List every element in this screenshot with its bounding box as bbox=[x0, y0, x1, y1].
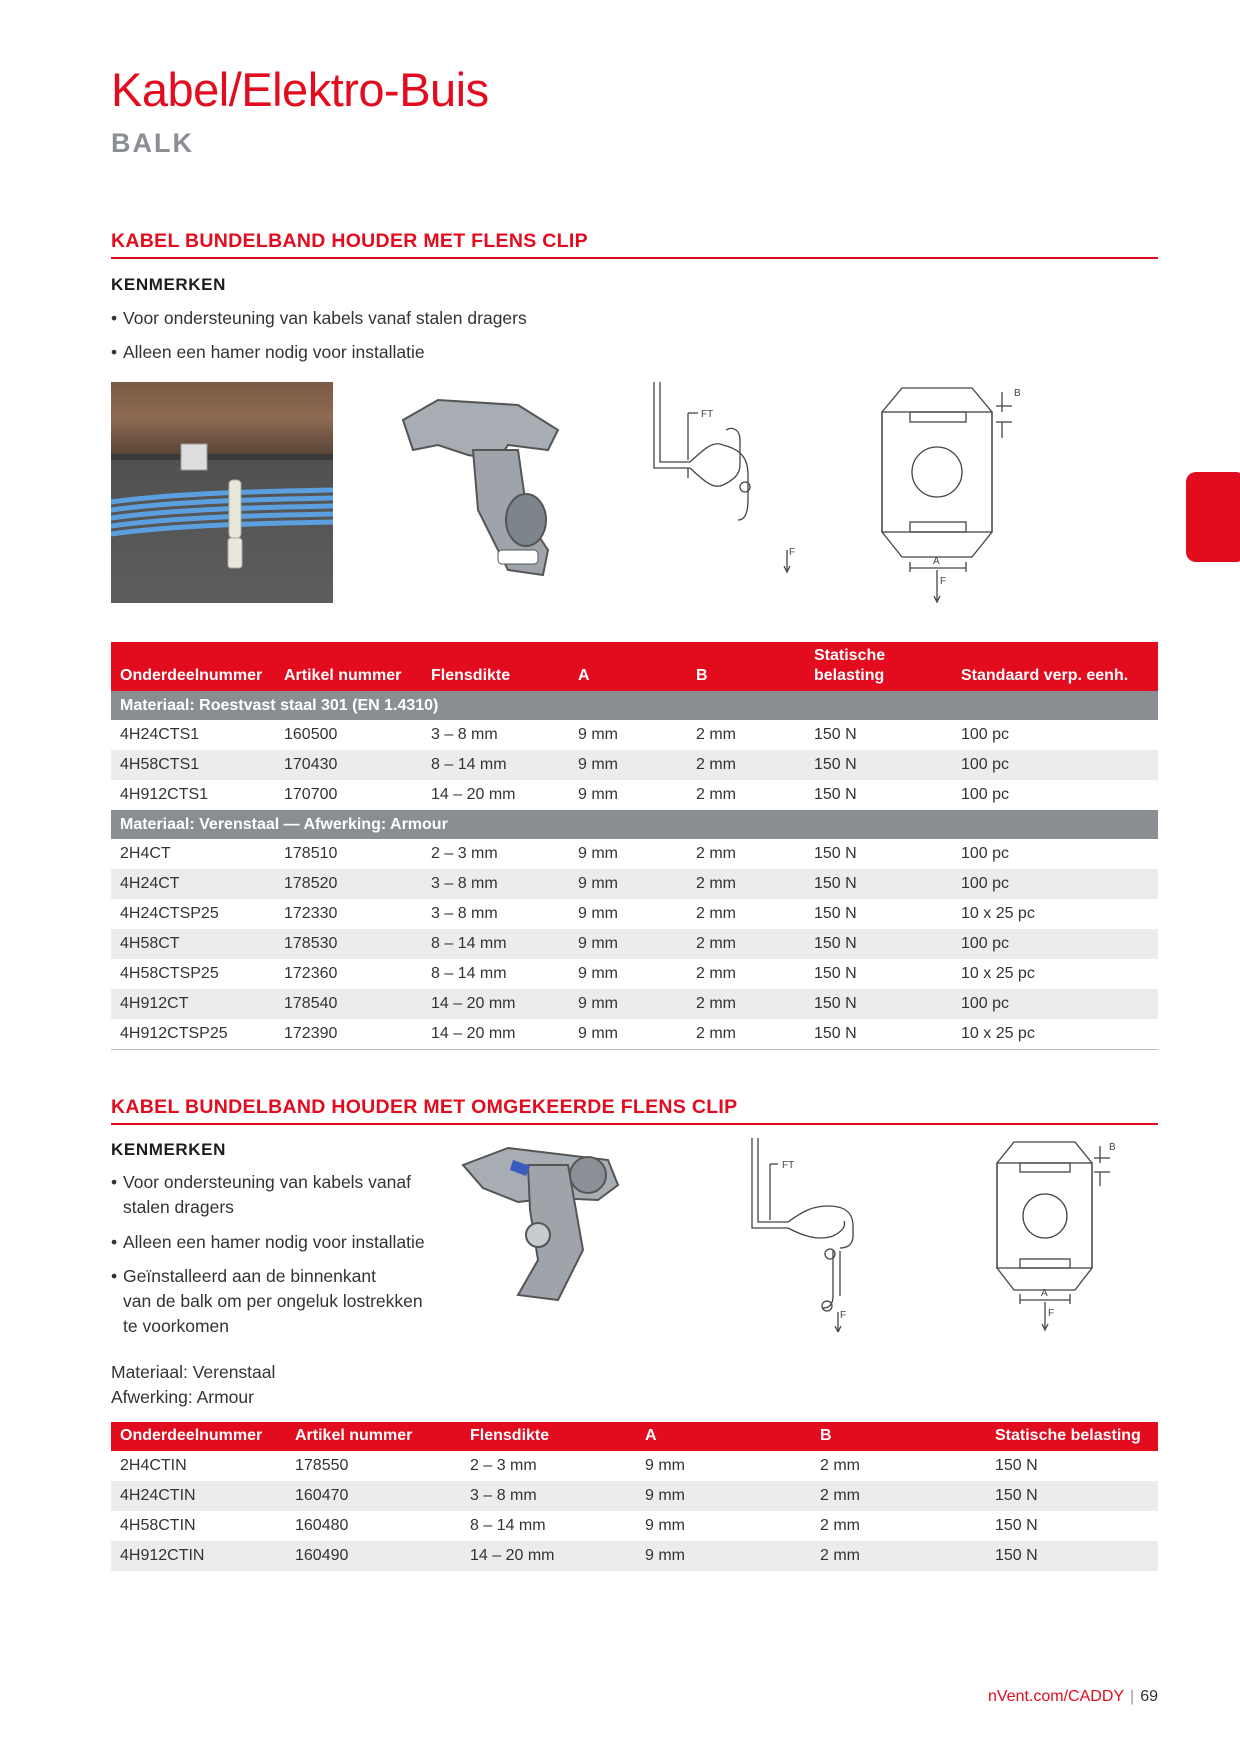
section2-material-info bbox=[111, 1360, 275, 1410]
col-header-part-number: Onderdeelnummer bbox=[111, 642, 275, 691]
table-cell: 2 mm bbox=[811, 1481, 986, 1511]
col-header-b: B bbox=[687, 642, 805, 691]
table-cell: 150 N bbox=[814, 965, 857, 982]
diagram-label-b: B bbox=[1014, 388, 1021, 399]
table-cell: 14 – 20 mm bbox=[422, 1019, 569, 1050]
table-cell: 100 pc bbox=[961, 786, 1010, 803]
table-cell: 160500 bbox=[284, 726, 338, 743]
table-cell: 2 mm bbox=[696, 845, 736, 862]
table-cell: 2 mm bbox=[687, 929, 805, 959]
table-row bbox=[111, 839, 1158, 869]
section1-spec-table bbox=[111, 642, 1158, 1050]
diagram-label-ft: FT bbox=[701, 409, 714, 420]
table-cell: 172390 bbox=[275, 1019, 422, 1050]
diagram-label-f: F bbox=[840, 1310, 847, 1321]
page-subtitle: BALK bbox=[111, 128, 194, 158]
table-cell: 3 – 8 mm bbox=[461, 1481, 636, 1511]
clip-front-diagram bbox=[872, 382, 1032, 604]
table-cell: 9 mm bbox=[578, 726, 618, 743]
table-row bbox=[111, 1481, 1158, 1511]
table-cell: 9 mm bbox=[569, 869, 687, 899]
table-cell: 100 pc bbox=[961, 845, 1010, 862]
table-cell: 150 N bbox=[814, 786, 857, 803]
table-cell: 160490 bbox=[286, 1541, 461, 1571]
table-cell: 2 mm bbox=[687, 869, 805, 899]
table-cell: 4H912CT bbox=[111, 989, 275, 1019]
table-cell: 2 mm bbox=[820, 1517, 860, 1534]
diagram-label-f2: F bbox=[1048, 1308, 1055, 1319]
table-cell: 2 mm bbox=[687, 989, 805, 1019]
table-cell: 3 – 8 mm bbox=[431, 726, 498, 743]
table-cell: 8 – 14 mm bbox=[470, 1517, 546, 1534]
page-title: Kabel/Elektro-Buis bbox=[111, 63, 489, 116]
table-cell: 9 mm bbox=[645, 1457, 685, 1474]
table-cell: 150 N bbox=[805, 869, 952, 899]
table-cell: 8 – 14 mm bbox=[422, 929, 569, 959]
table-cell: 4H58CTSP25 bbox=[120, 965, 219, 982]
table-cell: 2 – 3 mm bbox=[470, 1457, 537, 1474]
material-line: Materiaal: Verenstaal bbox=[111, 1362, 276, 1382]
page-number: 69 bbox=[1140, 1688, 1158, 1705]
section2-bullet-1: • Voor ondersteuning van kabels vanaf stalen dragers bbox=[111, 1172, 411, 1217]
table-cell: 170700 bbox=[284, 786, 338, 803]
table-row bbox=[111, 1451, 1158, 1481]
section2-spec-table bbox=[111, 1422, 1158, 1571]
section1-bullet-2: • Alleen een hamer nodig voor installatie bbox=[111, 342, 425, 362]
table-cell: 9 mm bbox=[636, 1481, 811, 1511]
table-cell: 10 x 25 pc bbox=[961, 905, 1035, 922]
table-cell: 172330 bbox=[284, 905, 338, 922]
table-cell: 170430 bbox=[275, 750, 422, 780]
col-header-article-number: Artikel nummer bbox=[286, 1422, 461, 1451]
table-cell: 150 N bbox=[814, 726, 857, 743]
col-header-a: A bbox=[636, 1422, 811, 1451]
table-cell: 150 N bbox=[805, 989, 952, 1019]
table-cell: 2 mm bbox=[687, 1019, 805, 1050]
table-cell: 160470 bbox=[286, 1481, 461, 1511]
bullet-text: Alleen een hamer nodig voor installatie bbox=[123, 342, 425, 362]
table-cell: 4H912CTIN bbox=[111, 1541, 286, 1571]
table-cell: 9 mm bbox=[569, 929, 687, 959]
table-cell: 100 pc bbox=[961, 726, 1010, 743]
table-cell: 150 N bbox=[995, 1517, 1038, 1534]
col-header-flange-thickness: Flensdikte bbox=[422, 642, 569, 691]
section-tab-marker bbox=[1186, 472, 1240, 562]
table-cell: 9 mm bbox=[569, 989, 687, 1019]
table-cell: 4H912CTSP25 bbox=[111, 1019, 275, 1050]
table-cell: 2 mm bbox=[696, 905, 736, 922]
table-cell: 150 N bbox=[986, 1481, 1158, 1511]
table-header-row bbox=[111, 642, 1158, 691]
table-cell: 178510 bbox=[284, 845, 338, 862]
table-cell: 150 N bbox=[995, 1457, 1038, 1474]
table-cell: 10 x 25 pc bbox=[952, 1019, 1158, 1050]
table-cell: 9 mm bbox=[578, 845, 618, 862]
table-cell: 150 N bbox=[805, 929, 952, 959]
table-cell: 14 – 20 mm bbox=[461, 1541, 636, 1571]
table-header-row bbox=[111, 1422, 1158, 1451]
table-cell: 100 pc bbox=[952, 750, 1158, 780]
col-header-article-number: Artikel nummer bbox=[275, 642, 422, 691]
table-cell: 2 mm bbox=[687, 750, 805, 780]
inverted-clip-product-image bbox=[458, 1140, 628, 1310]
table-cell: 2 mm bbox=[696, 786, 736, 803]
table-cell: 100 pc bbox=[952, 869, 1158, 899]
diagram-label-a: A bbox=[1041, 1288, 1048, 1299]
col-header-b: B bbox=[811, 1422, 986, 1451]
col-header-part-number: Onderdeelnummer bbox=[111, 1422, 286, 1451]
table-cell: 14 – 20 mm bbox=[431, 786, 516, 803]
material-group-label: Materiaal: Verenstaal — Afwerking: Armour bbox=[111, 810, 1158, 839]
table-cell: 2H4CT bbox=[120, 845, 171, 862]
table-cell: 2 – 3 mm bbox=[431, 845, 498, 862]
table-cell: 160480 bbox=[295, 1517, 349, 1534]
table-cell: 3 – 8 mm bbox=[422, 869, 569, 899]
material-group-row bbox=[111, 810, 1158, 839]
table-row bbox=[111, 929, 1158, 959]
table-row bbox=[111, 1019, 1158, 1050]
section2-bullet-2: • Alleen een hamer nodig voor installatie bbox=[111, 1232, 425, 1252]
table-cell: 150 N bbox=[805, 750, 952, 780]
section1-bullet-1: • Voor ondersteuning van kabels vanaf stalen dragers bbox=[111, 308, 527, 328]
diagram-label-f2: F bbox=[940, 576, 947, 587]
table-cell: 2 mm bbox=[696, 965, 736, 982]
table-cell: 100 pc bbox=[952, 929, 1158, 959]
table-cell: 9 mm bbox=[569, 1019, 687, 1050]
table-cell: 9 mm bbox=[645, 1517, 685, 1534]
table-cell: 2 mm bbox=[811, 1541, 986, 1571]
table-cell: 100 pc bbox=[952, 989, 1158, 1019]
table-cell: 150 N bbox=[805, 1019, 952, 1050]
table-cell: 4H24CTIN bbox=[111, 1481, 286, 1511]
table-cell: 9 mm bbox=[578, 905, 618, 922]
table-cell: 2 mm bbox=[820, 1457, 860, 1474]
table-cell: 178530 bbox=[275, 929, 422, 959]
inverted-clip-side-diagram bbox=[748, 1136, 898, 1332]
material-group-row bbox=[111, 691, 1158, 720]
col-header-a: A bbox=[569, 642, 687, 691]
table-row bbox=[111, 869, 1158, 899]
table-row bbox=[111, 899, 1158, 929]
table-cell: 2 mm bbox=[696, 726, 736, 743]
table-cell: 9 mm bbox=[578, 965, 618, 982]
diagram-label-f: F bbox=[789, 547, 796, 558]
material-group-label: Materiaal: Roestvast staal 301 (EN 1.4310) bbox=[111, 691, 1158, 720]
table-cell: 9 mm bbox=[569, 750, 687, 780]
bullet-text: Voor ondersteuning van kabels vanaf stalen dragers bbox=[123, 308, 527, 328]
table-cell: 4H24CTS1 bbox=[120, 726, 200, 743]
footer-url[interactable]: nVent.com/CADDY bbox=[987, 1688, 1125, 1705]
finish-line: Afwerking: Armour bbox=[111, 1387, 254, 1407]
diagram-label-b: B bbox=[1109, 1142, 1116, 1153]
table-row bbox=[111, 780, 1158, 810]
table-cell: 4H58CT bbox=[111, 929, 275, 959]
table-cell: 9 mm bbox=[578, 786, 618, 803]
section2-heading: KABEL BUNDELBAND HOUDER MET OMGEKEERDE FLENS CLIP bbox=[111, 1096, 1158, 1125]
table-cell: 178520 bbox=[275, 869, 422, 899]
diagram-label-ft: FT bbox=[782, 1160, 795, 1171]
col-header-static-load: Statische belasting bbox=[805, 642, 952, 691]
col-header-standard-pack: Standaard verp. eenh. bbox=[952, 642, 1158, 691]
table-cell: 4H912CTS1 bbox=[120, 786, 209, 803]
table-cell: 14 – 20 mm bbox=[422, 989, 569, 1019]
table-cell: 2H4CTIN bbox=[120, 1457, 187, 1474]
table-cell: 4H58CTIN bbox=[120, 1517, 196, 1534]
table-cell: 172360 bbox=[284, 965, 338, 982]
page-footer bbox=[988, 1688, 1158, 1706]
table-cell: 10 x 25 pc bbox=[961, 965, 1035, 982]
col-header-flange-thickness: Flensdikte bbox=[461, 1422, 636, 1451]
table-cell: 4H58CTS1 bbox=[111, 750, 275, 780]
table-cell: 4H24CT bbox=[111, 869, 275, 899]
table-row bbox=[111, 989, 1158, 1019]
clip-product-image bbox=[398, 390, 580, 580]
section2-features-heading: KENMERKEN bbox=[111, 1140, 226, 1159]
installation-photo bbox=[111, 382, 333, 603]
table-cell: 178550 bbox=[295, 1457, 349, 1474]
clip-side-diagram bbox=[648, 380, 798, 580]
table-cell: 150 N bbox=[814, 845, 857, 862]
table-row bbox=[111, 750, 1158, 780]
table-cell: 3 – 8 mm bbox=[431, 905, 498, 922]
table-cell: 150 N bbox=[814, 905, 857, 922]
inverted-clip-front-diagram bbox=[992, 1138, 1127, 1334]
table-row bbox=[111, 1541, 1158, 1571]
table-row bbox=[111, 720, 1158, 750]
table-cell: 8 – 14 mm bbox=[431, 965, 507, 982]
section1-heading: KABEL BUNDELBAND HOUDER MET FLENS CLIP bbox=[111, 230, 1158, 259]
diagram-label-a: A bbox=[933, 556, 940, 567]
table-cell: 4H24CTSP25 bbox=[120, 905, 219, 922]
col-header-static-load: Statische belasting bbox=[986, 1422, 1158, 1451]
section1-features-heading: KENMERKEN bbox=[111, 275, 226, 294]
table-cell: 9 mm bbox=[636, 1541, 811, 1571]
table-row bbox=[111, 959, 1158, 989]
table-row bbox=[111, 1511, 1158, 1541]
table-cell: 150 N bbox=[986, 1541, 1158, 1571]
table-cell: 178540 bbox=[275, 989, 422, 1019]
table-cell: 8 – 14 mm bbox=[422, 750, 569, 780]
section2-bullet-3: • Geïnstalleerd aan de binnenkant van de balk om per ongeluk lostrekken te voorkomen bbox=[111, 1266, 423, 1336]
footer-separator: | bbox=[1130, 1688, 1135, 1705]
